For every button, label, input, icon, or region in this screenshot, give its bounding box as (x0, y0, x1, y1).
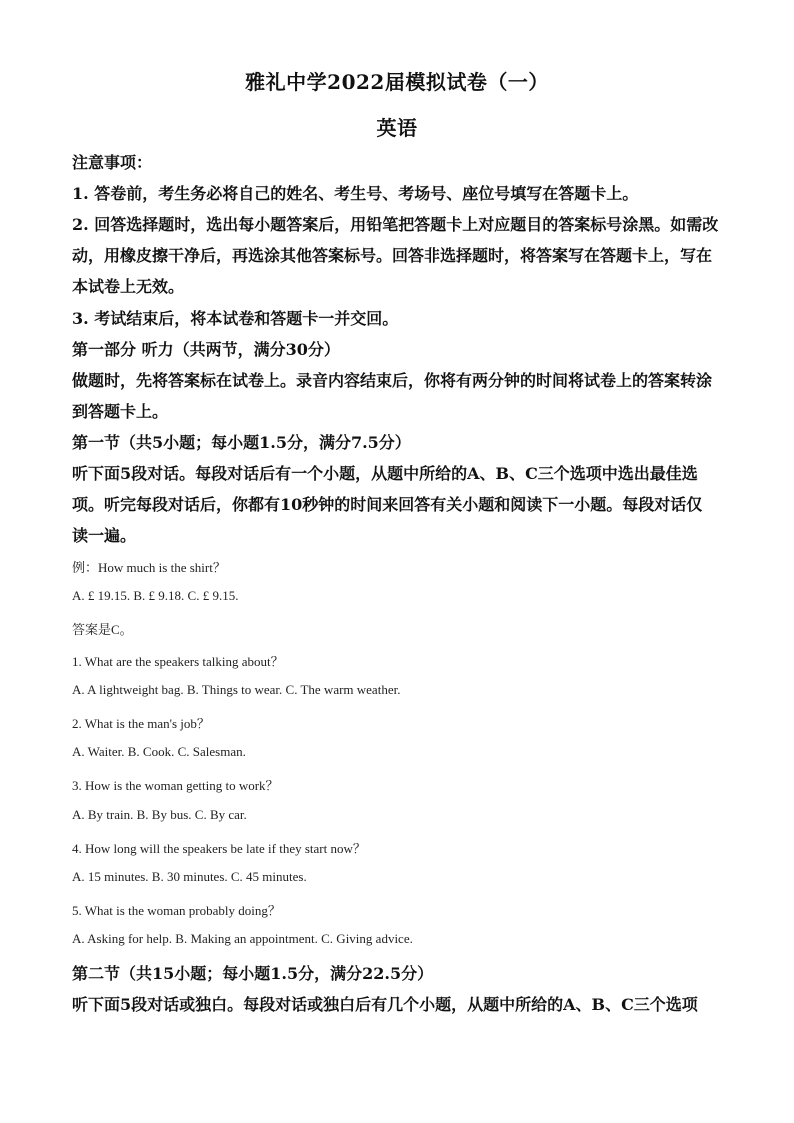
question-2: 2. What is the man's job？ (72, 716, 210, 731)
example-question: 例：How much is the shirt？ (72, 560, 226, 575)
section1-instr-line-1: 听下面5段对话。每段对话后有一个小题，从题中所给的A、B、C三个选项中选出最佳选 (72, 464, 698, 483)
part1-intro-line-1: 做题时，先将答案标在试卷上。录音内容结束后，你将有两分钟的时间将试卷上的答案转涂 (72, 371, 713, 390)
question-3-options: A. By train. B. By bus. C. By car. (72, 807, 247, 822)
question-1: 1. What are the speakers talking about？ (72, 654, 284, 669)
example-answer: 答案是C。 (72, 622, 133, 637)
note-item-3: 3. 考试结束后，将本试卷和答题卡一并交回。 (72, 309, 399, 328)
question-3: 3. How is the woman getting to work？ (72, 778, 279, 793)
section2-instr-line-1: 听下面5段对话或独白。每段对话或独白后有几个小题，从题中所给的A、B、C三个选项 (72, 995, 698, 1014)
section2-heading: 第二节（共15小题；每小题1.5分，满分22.5分） (72, 964, 434, 983)
section1-heading: 第一节（共5小题；每小题1.5分，满分7.5分） (72, 433, 411, 452)
notes-heading: 注意事项： (72, 153, 153, 172)
page-title: 雅礼中学2022届模拟试卷（一） (245, 70, 549, 94)
note-item-1: 1. 答卷前，考生务必将自己的姓名、考生号、考场号、座位号填写在答题卡上。 (72, 184, 639, 203)
part1-intro-line-2: 到答题卡上。 (72, 402, 169, 421)
question-5: 5. What is the woman probably doing？ (72, 903, 281, 918)
question-4-options: A. 15 minutes. B. 30 minutes. C. 45 minutes. (72, 869, 307, 884)
question-1-options: A. A lightweight bag. B. Things to wear. C. The warm weather. (72, 682, 401, 697)
subject-title: 英语 (376, 116, 418, 140)
question-4: 4. How long will the speakers be late if they start now？ (72, 841, 366, 856)
section1-instr-line-2: 项。听完每段对话后，你都有10秒钟的时间来回答有关小题和阅读下一小题。每段对话仅 (72, 495, 703, 514)
section1-instr-line-3: 读一遍。 (72, 526, 137, 545)
question-5-options: A. Asking for help. B. Making an appointment. C. Giving advice. (72, 931, 413, 946)
example-options: A. £ 19.15. B. £ 9.18. C. £ 9.15. (72, 588, 239, 603)
note-item-2-line-2: 动，用橡皮擦干净后，再选涂其他答案标号。回答非选择题时，将答案写在答题卡上，写在 (72, 246, 713, 265)
part1-heading: 第一部分 听力（共两节，满分30分） (72, 340, 340, 359)
question-2-options: A. Waiter. B. Cook. C. Salesman. (72, 744, 246, 759)
note-item-2-line-3: 本试卷上无效。 (72, 277, 185, 296)
note-item-2-line-1: 2. 回答选择题时，选出每小题答案后，用铅笔把答题卡上对应题目的答案标号涂黑。如需改 (72, 215, 719, 234)
